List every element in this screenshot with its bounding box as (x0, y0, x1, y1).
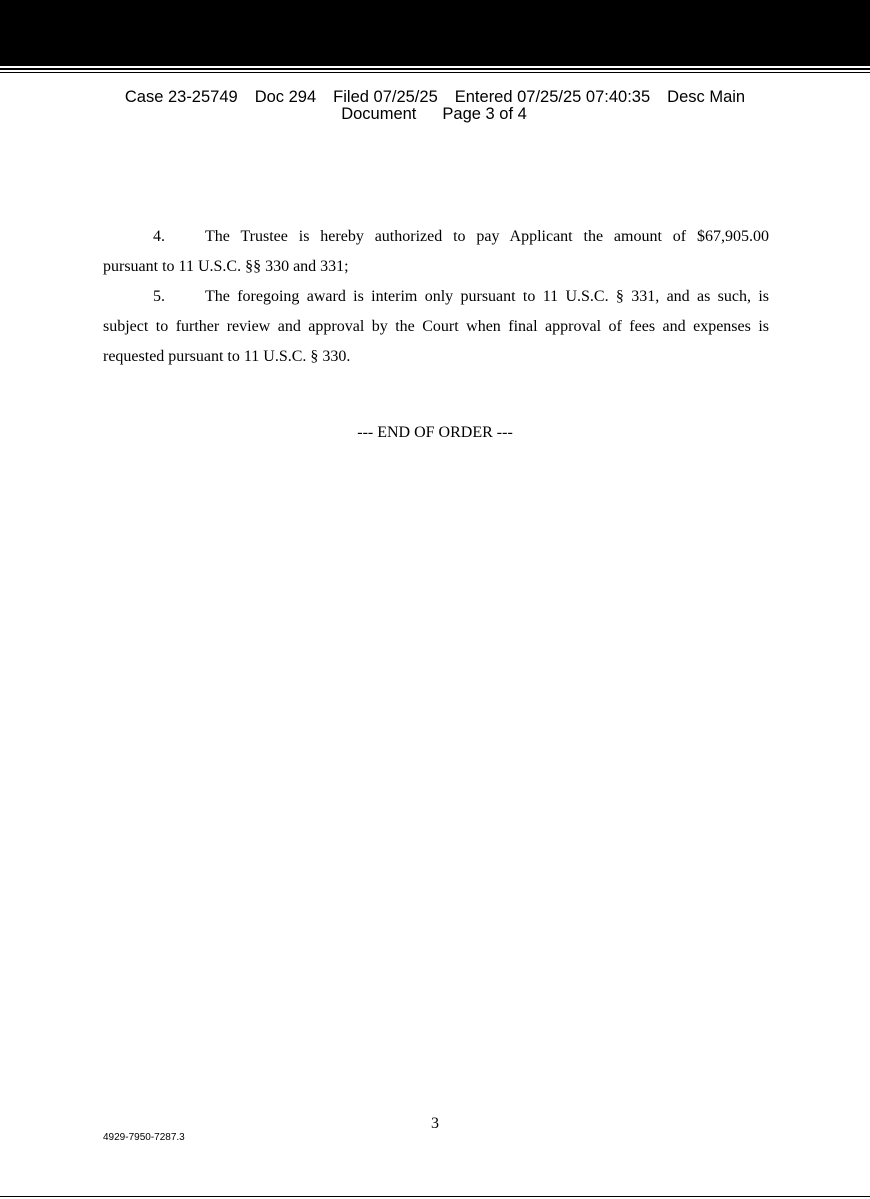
document-label: Document (341, 105, 417, 123)
scan-top-border (0, 0, 870, 66)
paragraph-4-line-1 (103, 222, 769, 252)
top-rule (0, 68, 870, 70)
doc-number: Doc 294 (254, 88, 317, 106)
top-rule-thin (0, 72, 870, 73)
paragraph-5-number: 5. (153, 288, 165, 305)
page-number: 3 (431, 1115, 439, 1132)
description: Desc Main (667, 88, 746, 106)
order-body (103, 222, 769, 372)
paragraph-5-line-1 (103, 282, 769, 312)
document-id: 4929-7950-7287.3 (103, 1132, 185, 1143)
filed-date: Filed 07/25/25 (333, 88, 438, 106)
filing-header-line-1 (0, 89, 870, 106)
filing-header-line-2 (0, 106, 870, 123)
paragraph-5-text-line-2: subject to further review and approval by the Court when final approval of fees and expenses is (103, 318, 769, 335)
paragraph-5-text-line-3: requested pursuant to 11 U.S.C. § 330. (103, 348, 351, 365)
page-of-total: Page 3 of 4 (442, 105, 527, 123)
paragraph-4-number: 4. (153, 228, 165, 245)
paragraph-4-text-line-1: The Trustee is hereby authorized to pay Applicant the amount of $67,905.00 (205, 228, 769, 245)
bottom-rule (0, 1196, 870, 1197)
entered-date: Entered 07/25/25 07:40:35 (454, 88, 651, 106)
paragraph-5-text-line-1: The foregoing award is interim only pursuant to 11 U.S.C. § 331, and as such, is (205, 288, 769, 305)
filing-header (0, 89, 870, 123)
end-of-order: --- END OF ORDER --- (357, 424, 513, 441)
case-number: Case 23-25749 (124, 88, 238, 106)
paragraph-4-text-line-2: pursuant to 11 U.S.C. §§ 330 and 331; (103, 258, 349, 275)
paragraph-5 (103, 282, 769, 372)
